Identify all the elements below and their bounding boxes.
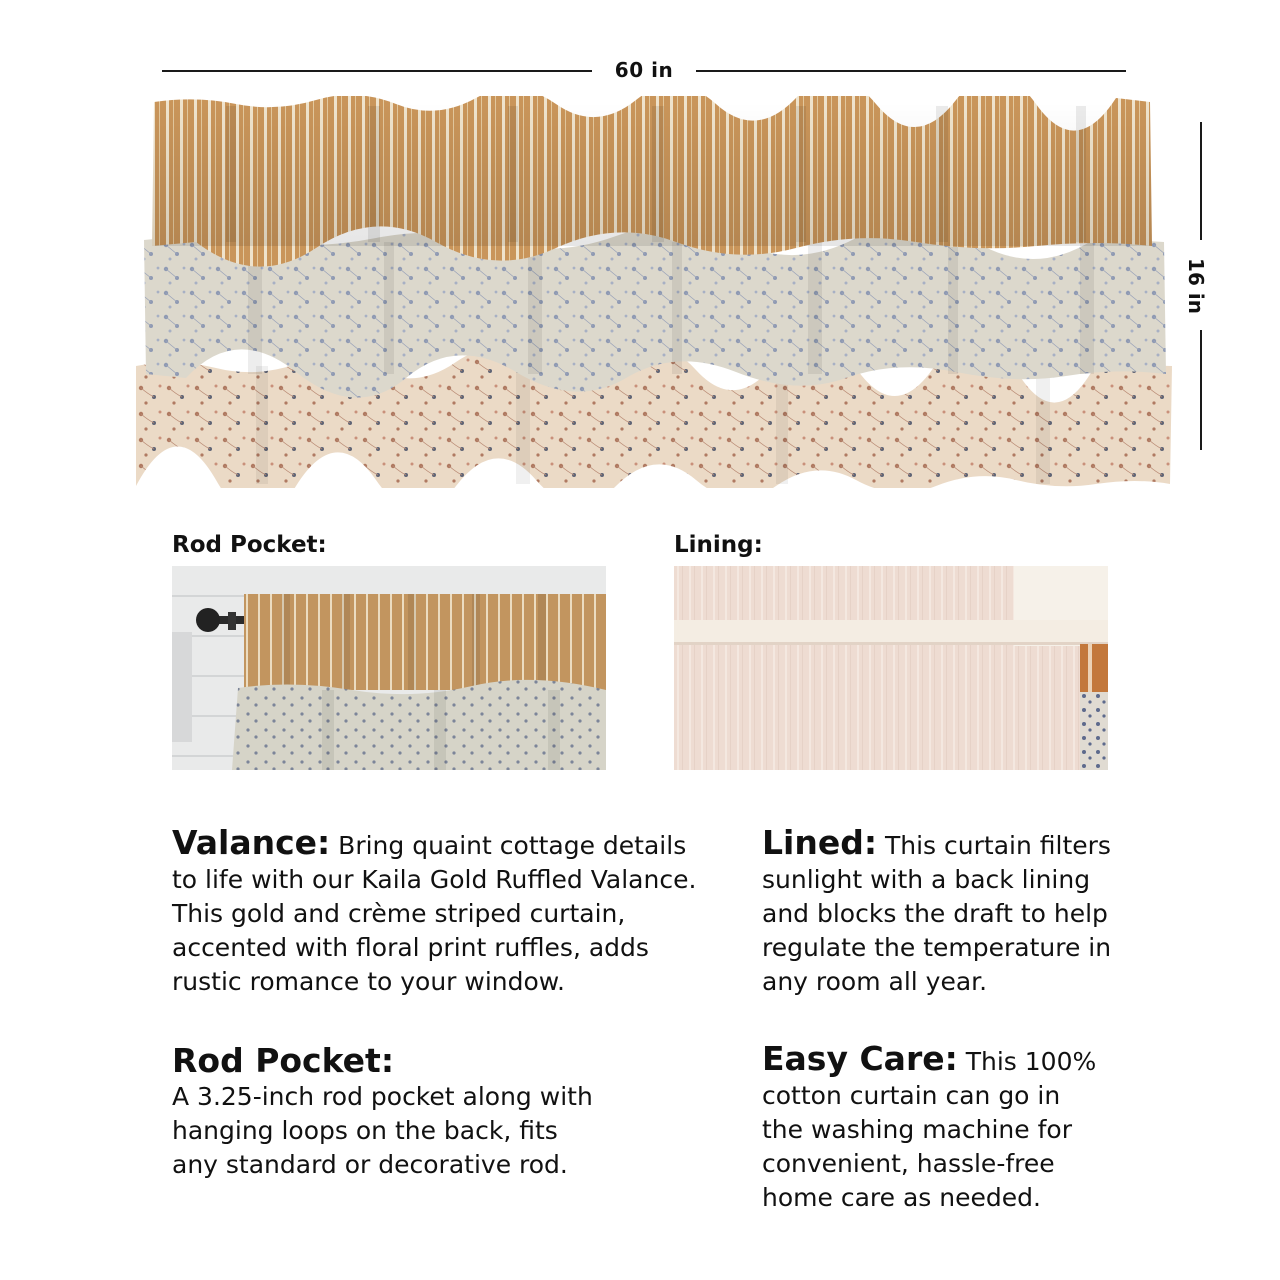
valance-heading: Valance: (172, 823, 331, 862)
lined-first-line (762, 823, 1111, 863)
valance-description (172, 823, 697, 999)
height-ruler-bottom (1200, 330, 1202, 450)
lined-description (762, 823, 1112, 999)
lining-photo (674, 566, 1108, 770)
lined-text-line: sunlight with a back lining (762, 865, 1091, 894)
easy-care-text-line: convenient, hassle-free (762, 1149, 1055, 1178)
height-dimension-label: 16 in (1184, 258, 1208, 314)
valance-first-line (172, 823, 696, 863)
rod-pocket-heading: Rod Pocket: (172, 1041, 395, 1080)
easy-care-text-line: home care as needed. (762, 1183, 1041, 1212)
width-dimension-label: 60 in (614, 58, 674, 82)
width-ruler-left (162, 70, 592, 72)
rod-pocket-description (172, 1042, 593, 1182)
valance-text-line: rustic romance to your window. (172, 967, 565, 996)
easy-care-first-line (762, 1039, 1097, 1079)
valance-text-line: This gold and crème striped curtain, (172, 899, 626, 928)
easy-care-description (762, 1039, 1097, 1215)
valance-product-image (136, 96, 1172, 488)
lined-text-line: This curtain filters (877, 831, 1111, 860)
rod-pocket-photo (172, 566, 606, 770)
rod-pocket-text-line: any standard or decorative rod. (172, 1150, 568, 1179)
easy-care-heading: Easy Care: (762, 1039, 958, 1078)
lined-text-line: and blocks the draft to help (762, 899, 1108, 928)
lined-text-line: any room all year. (762, 967, 988, 996)
rod-pocket-text-line: A 3.25-inch rod pocket along with (172, 1082, 593, 1111)
rod-pocket-thumb-title: Rod Pocket: (172, 532, 327, 558)
valance-text-line: accented with floral print ruffles, adds (172, 933, 649, 962)
easy-care-text-line: This 100% (957, 1047, 1097, 1076)
lining-thumb-title: Lining: (674, 532, 763, 558)
rod-pocket-text-line: hanging loops on the back, fits (172, 1116, 558, 1145)
valance-text-line: to life with our Kaila Gold Ruffled Valance. (172, 865, 697, 894)
lined-text-line: regulate the temperature in (762, 933, 1112, 962)
easy-care-text-line: the washing machine for (762, 1115, 1072, 1144)
width-ruler-right (696, 70, 1126, 72)
lined-heading: Lined: (762, 823, 878, 862)
easy-care-text-line: cotton curtain can go in (762, 1081, 1061, 1110)
valance-text-line: Bring quaint cottage details (330, 831, 687, 860)
height-ruler-top (1200, 122, 1202, 240)
